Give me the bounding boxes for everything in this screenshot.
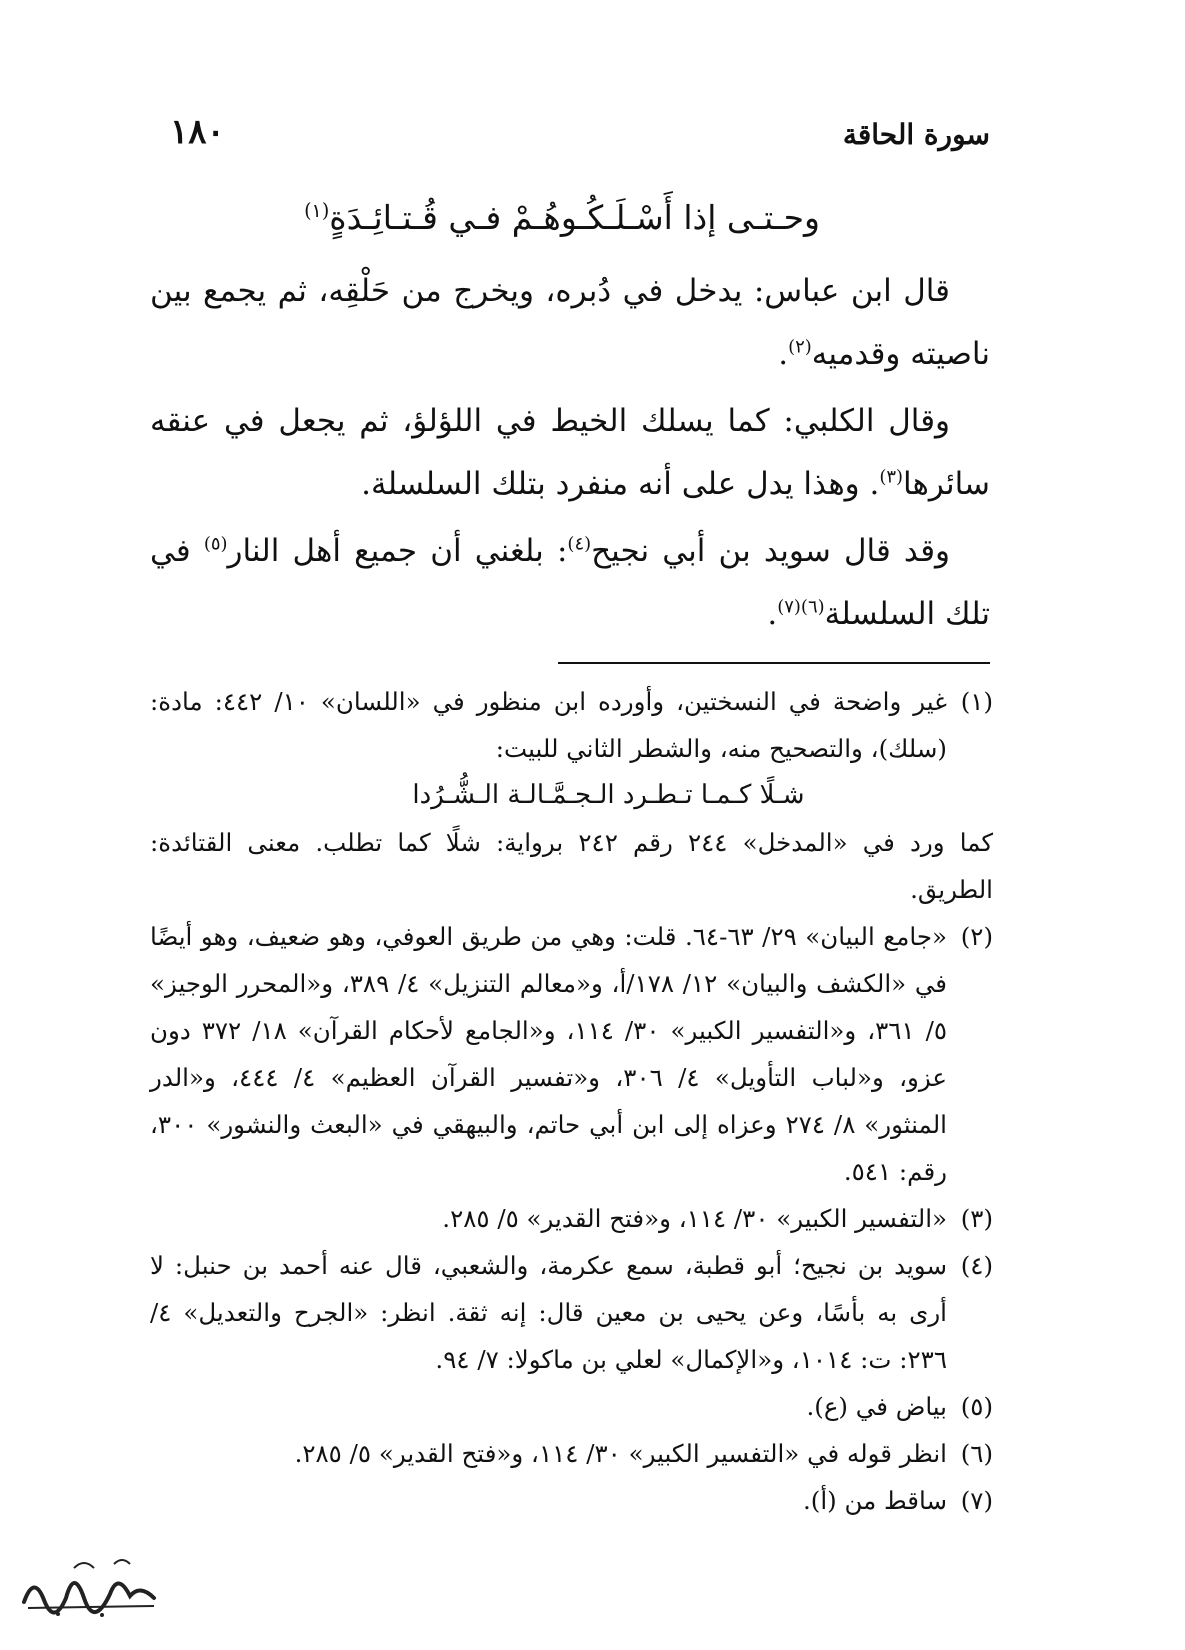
footnote-ref: (٦)(٧): [777, 596, 825, 618]
footnote-4: [150, 1242, 993, 1383]
paragraph-text: قال ابن عباس: يدخل في دُبره، ويخرج من حَلْقِه، ثم يجمع بين ناصيته وقدميه: [150, 273, 990, 372]
footnote-ref: (٥): [203, 533, 228, 555]
paragraph: [150, 520, 990, 646]
footnote-text: بياض في (ع).: [806, 1392, 947, 1421]
surah-title: سورة الحاقة: [842, 118, 990, 151]
footnote-number: (١): [960, 687, 993, 716]
footnote-number: (٢): [960, 922, 993, 951]
footnote-2: [150, 913, 993, 1195]
verse-text: وحـتـى إذا أَسْـلَـكُـوهُـمْ فـي قُـتـائِـدَةٍ: [329, 198, 820, 237]
footnote-ref: (٤): [567, 533, 592, 555]
footnote-6: [150, 1430, 993, 1477]
footnote-3: [150, 1195, 993, 1242]
paragraph-text: في تلك السلسلة: [150, 533, 990, 632]
page-header: [170, 112, 990, 172]
paragraph-text: وقال الكلبي: كما يسلك الخيط في اللؤلؤ، ثم يجعل في عنقه سائرها: [150, 403, 990, 502]
footnote-number: (٥): [960, 1392, 993, 1421]
footnote-text: [150, 678, 947, 819]
paragraph-text: .: [778, 336, 789, 372]
footnote-text: «جامع البيان» ٢٩/ ٦٣-٦٤. قلت: وهي من طريق العوفي، وهو ضعيف، وهو أيضًا في «الكشف والبيان» ١٢/ ١٧٨/أ، و«معالم التنزيل» ٤/ ٣٨٩، و«المحرر الوجيز» ٥/ ٣٦١، و«التفسير الكبير» ٣٠/ ١١٤، و«الجامع لأحكام القرآن» ١٨/ ٣٧٢ دون عزو، و«لباب التأويل» ٤/ ٣٠٦، و«تفسير القرآن العظيم» ٤/ ٤٤٤، و«الدر المنثور» ٨/ ٢٧٤ وعزاه إلى ابن أبي حاتم، والبيهقي في «البعث والنشور» ٣٠٠، رقم: ٥٤١.: [150, 922, 948, 1186]
footnote-poem: شـلًا كـمـا تـطـرد الـجـمَّـالـة الـشُّـرُدا: [412, 780, 805, 810]
footnote-number: (٧): [960, 1486, 993, 1515]
paragraph-text: وقد قال سويد بن أبي نجيح: [591, 533, 950, 569]
paragraph: [150, 390, 990, 516]
poem-verse: [304, 198, 820, 237]
paragraph-text: .: [767, 596, 778, 632]
paragraph-text: . وهذا يدل على أنه منفرد بتلك السلسلة.: [361, 466, 880, 502]
footnote-text: «التفسير الكبير» ٣٠/ ١١٤، و«فتح القدير» ٥/ ٢٨٥.: [442, 1204, 947, 1233]
library-stamp-logo: [14, 1554, 164, 1624]
footnote-text: انظر قوله في «التفسير الكبير» ٣٠/ ١١٤، و«فتح القدير» ٥/ ٢٨٥.: [294, 1439, 947, 1468]
footnote-text-b: كما ورد في «المدخل» ٢٤٤ رقم ٢٤٢ برواية: شلًا كما تطلب. معنى القتائدة: الطريق.: [150, 828, 993, 904]
footnote-text: سويد بن نجيح؛ أبو قطبة، سمع عكرمة، والشعبي، قال عنه أحمد بن حنبل: لا أرى به بأسًا، وعن يحيى بن معين قال: إنه ثقة. انظر: «الجرح والتعديل» ٤/ ٢٣٦: ت: ١٠١٤، و«الإكمال» لعلي بن ماكولا: ٧/ ٩٤.: [150, 1251, 947, 1374]
footnotes: [150, 678, 993, 1524]
footnote-ref: (١): [304, 199, 330, 222]
footnote-ref: (٢): [788, 336, 812, 358]
page-number: ١٨٠: [170, 112, 225, 152]
footnote-number: (٤): [960, 1251, 993, 1280]
footnote-text-a: غير واضحة في النسختين، وأورده ابن منظور في «اللسان» ١٠/ ٤٤٢: مادة: (سلك)، والتصحيح منه، والشطر الثاني للبيت:: [150, 687, 947, 763]
main-text: [150, 260, 990, 650]
footnote-1: [150, 678, 993, 819]
footnote-text: ساقط من (أ).: [802, 1486, 947, 1515]
footnote-5: [150, 1383, 993, 1430]
footnote-ref: (٣): [879, 466, 904, 488]
footnote-divider: [558, 662, 990, 664]
paragraph: [150, 260, 990, 386]
footnote-number: (٣): [960, 1204, 993, 1233]
paragraph-text: : بلغني أن جميع أهل النار: [227, 533, 568, 569]
footnote-number: (٦): [960, 1439, 993, 1468]
footnote-1-continued: [150, 819, 993, 913]
footnote-7: [150, 1477, 993, 1524]
